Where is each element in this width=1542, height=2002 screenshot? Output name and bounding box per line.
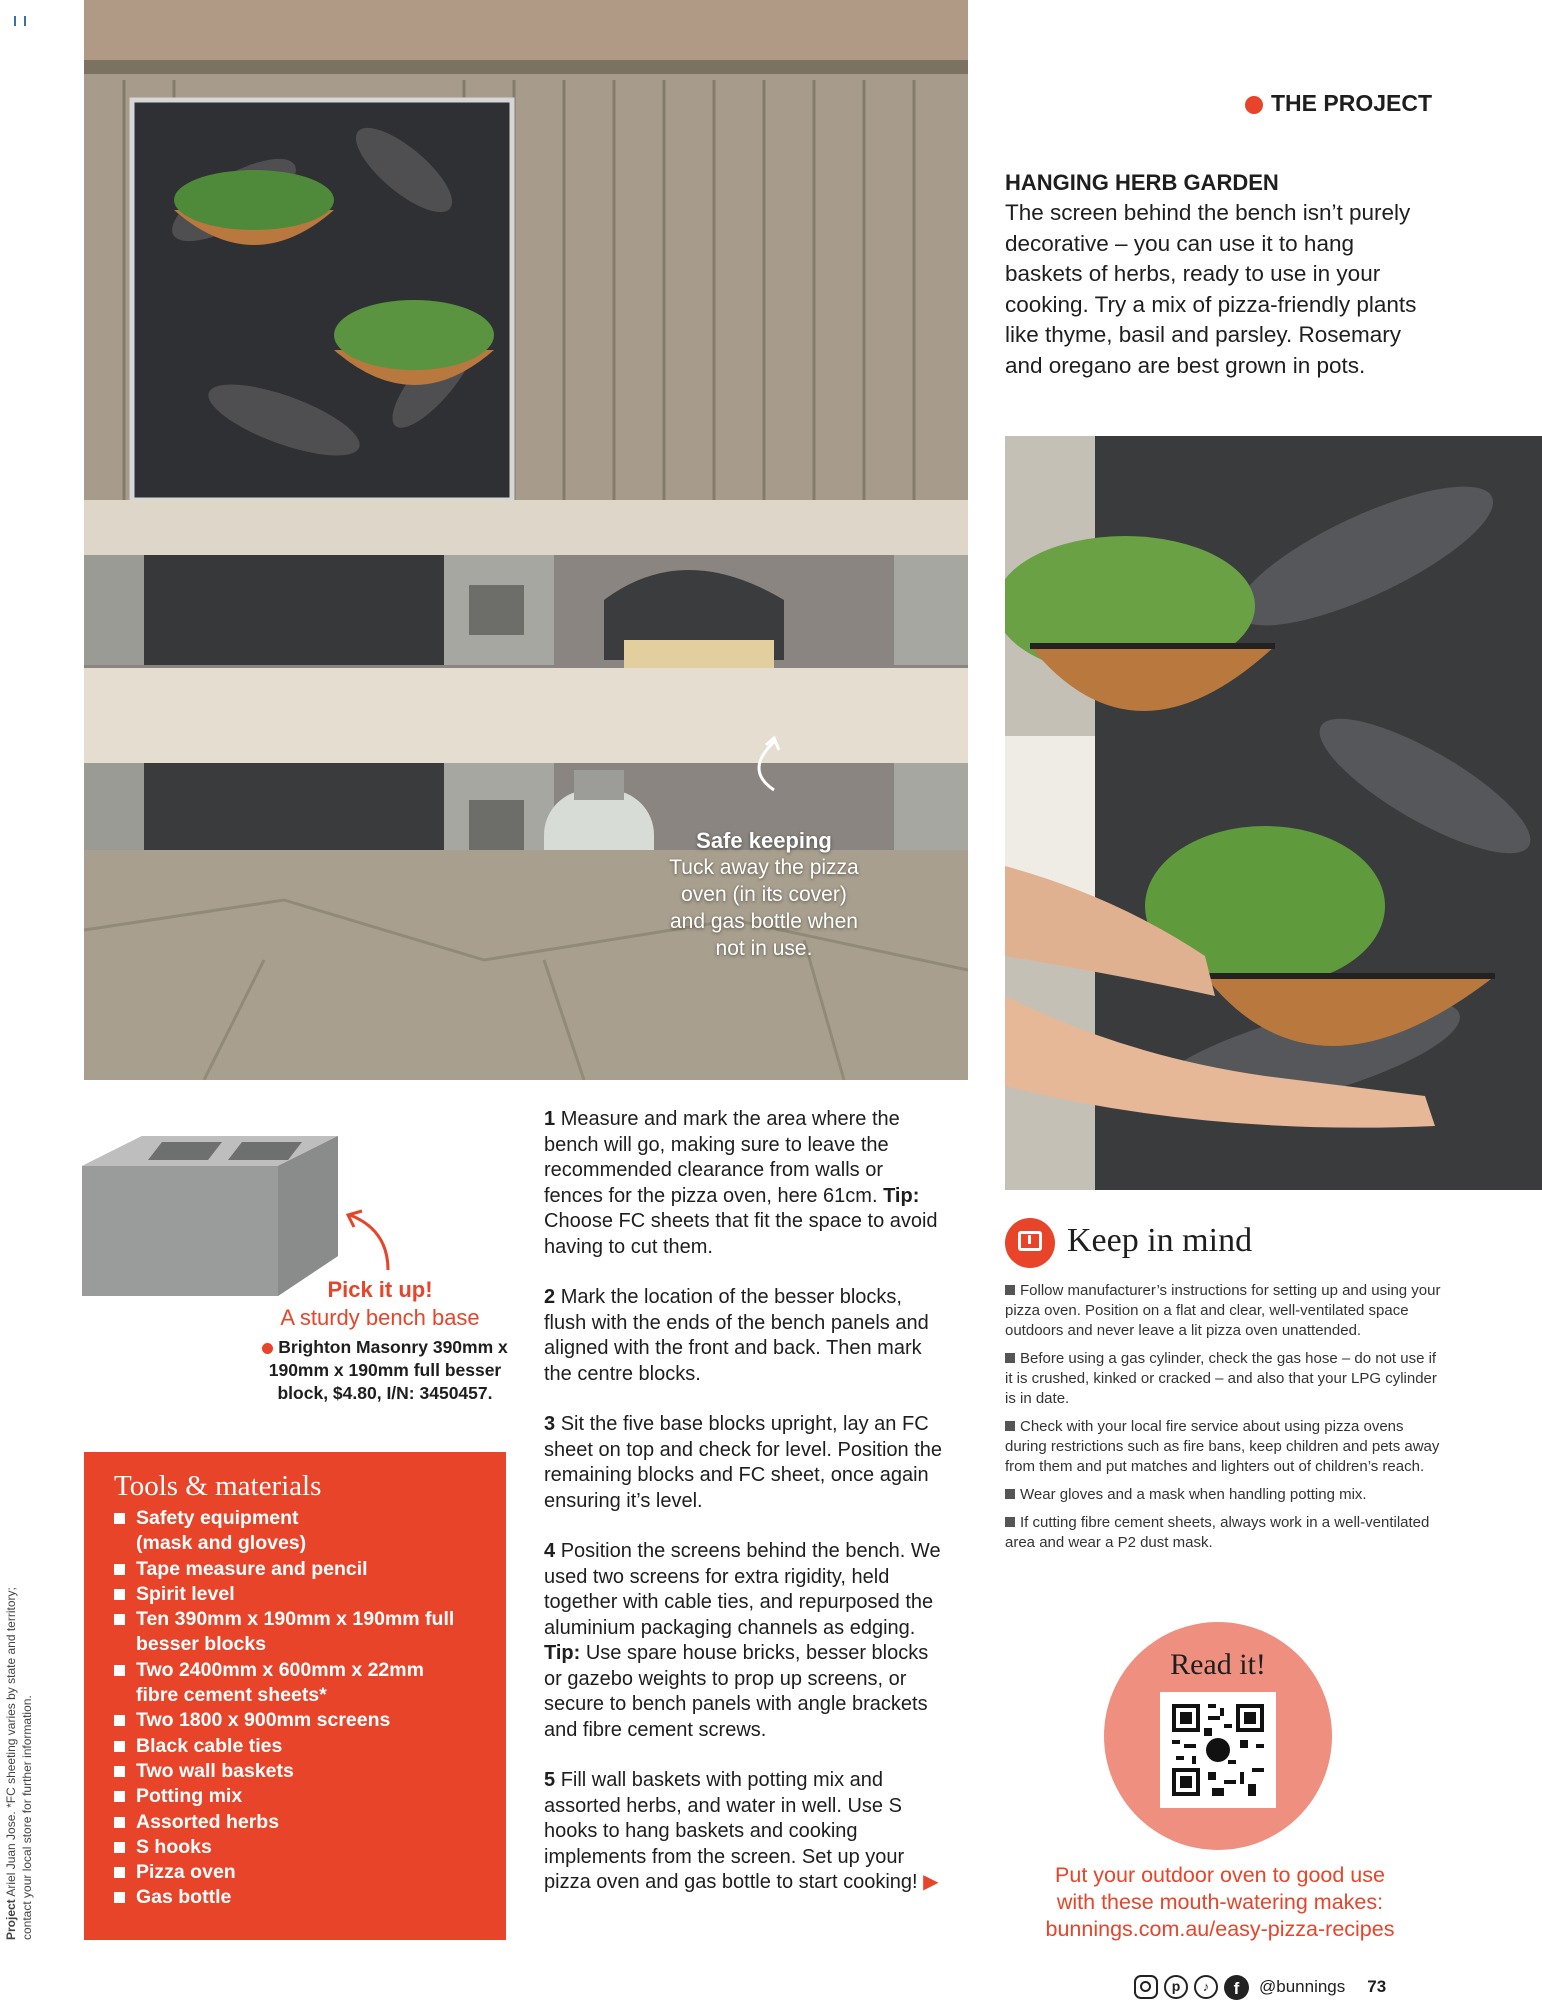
read-it-line-2: with these mouth-watering makes:	[1056, 1890, 1384, 1914]
tools-item: S hooks	[114, 1835, 484, 1860]
step-4-text: Position the screens behind the bench. We used two screens for extra rigidity, held together with cable ties, and repurposed the aluminium packaging channels as edging.	[544, 1540, 941, 1639]
tools-item: Two wall baskets	[114, 1759, 484, 1784]
product-bold-1: besser	[444, 1360, 502, 1380]
alert-icon	[1005, 1218, 1055, 1268]
herb-basket-photo	[1005, 436, 1542, 1190]
pick-it-up	[250, 1276, 510, 1332]
tools-item: Ten 390mm x 190mm x 190mm full besser blocks	[114, 1607, 456, 1658]
photo-caption	[644, 827, 884, 962]
caption-line-4: not in use.	[715, 937, 813, 960]
pick-heading: Pick it up!	[327, 1277, 433, 1302]
keep-in-mind-list	[1005, 1281, 1445, 1561]
product-line-3: , $4.80, I/N: 3450457.	[323, 1383, 493, 1403]
step-4-tip-label: Tip:	[544, 1642, 581, 1664]
caption-title: Safe keeping	[696, 828, 832, 853]
pinterest-icon[interactable]: p	[1164, 1975, 1188, 1999]
step-1-tip-label: Tip:	[883, 1184, 920, 1207]
step-5	[544, 1768, 944, 1896]
bench-photo	[84, 0, 968, 1080]
pick-subheading: A sturdy bench base	[280, 1305, 480, 1330]
step-1-tip: Choose FC sheets that fit the space to avoid having to cut them.	[544, 1210, 938, 1258]
herb-basket-illustration	[1005, 436, 1542, 1190]
herb-garden-title: HANGING HERB GARDEN	[1005, 170, 1279, 195]
play-arrow-icon: ▶	[923, 1871, 939, 1893]
keep-item: Wear gloves and a mask when handling potting mix.	[1005, 1485, 1445, 1505]
tools-item: Tape measure and pencil	[114, 1557, 484, 1582]
step-3-number: 3	[544, 1413, 556, 1435]
herb-garden-body: The screen behind the bench isn’t purely decorative – you can use it to hang baskets of herbs, ready to use in your cooking. Try a mix of pizza-friendly plants like thyme, basil and parsley. Rosemary and oregano are best grown in pots.	[1005, 200, 1417, 378]
product-dot-icon	[262, 1343, 273, 1354]
side-credit-line-1: Ariel Juan Jose. *FC sheeting varies by state and territory;	[4, 1587, 18, 1897]
tools-item: Two 1800 x 900mm screens	[114, 1708, 484, 1733]
step-2-number: 2	[544, 1286, 556, 1308]
step-1-number: 1	[544, 1108, 556, 1130]
tools-item: Two 2400mm x 600mm x 22mm fibre cement sheets*	[114, 1658, 466, 1709]
step-5-text: Fill wall baskets with potting mix and assorted herbs, and water in well. Use S hooks to hang baskets and cooking implements from the screen. Set up your pizza oven and gas bottle to start cooking!	[544, 1769, 918, 1893]
step-4-number: 4	[544, 1540, 556, 1562]
besser-block-illustration	[82, 1136, 338, 1296]
keep-in-mind-title: Keep in mind	[1067, 1222, 1253, 1259]
tools-item: Pizza oven	[114, 1860, 484, 1885]
step-3	[544, 1412, 944, 1514]
step-2-text: Mark the location of the besser blocks, flush with the ends of the bench panels and aligned with the front and back. Then mark the centre blocks.	[544, 1286, 929, 1385]
keep-item: Check with your local fire service about using pizza ovens during restrictions such as fire bans, keep children and pets away from them and put matches and lighters out of children’s reach.	[1005, 1417, 1445, 1477]
read-it-title: Read it!	[1170, 1648, 1266, 1681]
tools-item: Assorted herbs	[114, 1810, 484, 1835]
tools-list	[114, 1506, 484, 1911]
step-3-text: Sit the five base blocks upright, lay an FC sheet on top and check for level. Position the remaining blocks and FC sheet, once again ensuring it’s level.	[544, 1413, 943, 1512]
keep-item: Before using a gas cylinder, check the gas hose – do not use if it is crushed, kinked or cracked – and also that your LPG cylinder is in date.	[1005, 1349, 1445, 1409]
tools-panel	[84, 1452, 506, 1940]
keep-item: If cutting fibre cement sheets, always work in a well-ventilated area and wear a P2 dust mask.	[1005, 1513, 1445, 1553]
caption-line-2: oven (in its cover)	[681, 883, 847, 906]
qr-code-graphic	[1160, 1692, 1276, 1808]
tools-item: Black cable ties	[114, 1734, 484, 1759]
side-credit	[4, 1587, 18, 1940]
product-line-1: Brighton Masonry 390mm x	[278, 1337, 508, 1357]
tools-item: Spirit level	[114, 1582, 484, 1607]
side-credit-2	[20, 1695, 34, 1940]
caption-line-3: and gas bottle when	[670, 910, 858, 933]
pick-product-info	[255, 1336, 515, 1405]
qr-code[interactable]	[1160, 1692, 1276, 1808]
read-it-circle	[1104, 1622, 1332, 1850]
page-number: 73	[1367, 1977, 1387, 1996]
section-tag	[1245, 90, 1432, 117]
tools-item: Gas bottle	[114, 1885, 484, 1910]
product-bold-2: block	[277, 1383, 324, 1403]
read-it-text	[1005, 1862, 1435, 1943]
section-tag-label: THE PROJECT	[1271, 90, 1433, 116]
tiktok-icon[interactable]: ♪	[1194, 1975, 1218, 1999]
read-it-line-1: Put your outdoor oven to good use	[1055, 1863, 1385, 1887]
footer-handle[interactable]: @bunnings	[1259, 1977, 1346, 1996]
keep-item: Follow manufacturer’s instructions for setting up and using your pizza oven. Position on a flat and clear, well-ventilated space outdoors and never leave a lit pizza oven unattended.	[1005, 1281, 1445, 1341]
side-credit-line-2: contact your local store for further information.	[20, 1695, 34, 1940]
tag-dot-icon	[1245, 96, 1263, 114]
corner-mark	[14, 16, 26, 26]
tools-title: Tools & materials	[114, 1470, 322, 1502]
step-5-number: 5	[544, 1769, 556, 1791]
step-1	[544, 1107, 944, 1260]
tools-item: Potting mix	[114, 1784, 484, 1809]
product-line-2: 190mm x 190mm full	[268, 1360, 440, 1380]
caption-line-1: Tuck away the pizza	[669, 856, 859, 879]
pick-arrow-icon	[340, 1205, 400, 1275]
side-credit-label: Project	[4, 1899, 18, 1940]
step-1-text: Measure and mark the area where the bench will go, making sure to leave the recommended clearance from walls or fences for the pizza oven, here 61cm.	[544, 1108, 900, 1207]
read-it-url[interactable]: bunnings.com.au/easy-pizza-recipes	[1045, 1917, 1395, 1941]
steps-column	[544, 1107, 944, 1921]
keep-in-mind-header	[1005, 1216, 1525, 1268]
step-4	[544, 1539, 944, 1743]
tools-item: Safety equipment (mask and gloves)	[114, 1506, 336, 1557]
instagram-icon[interactable]	[1134, 1975, 1158, 1999]
besser-block-image	[82, 1136, 338, 1296]
step-2	[544, 1285, 944, 1387]
facebook-icon[interactable]: f	[1224, 1975, 1249, 2000]
footer	[1134, 1973, 1386, 2001]
step-4-tip: Use spare house bricks, besser blocks or gazebo weights to prop up screens, or secure to bench panels with angle brackets and fibre cement screws.	[544, 1642, 929, 1741]
herb-garden-text	[1005, 168, 1425, 381]
